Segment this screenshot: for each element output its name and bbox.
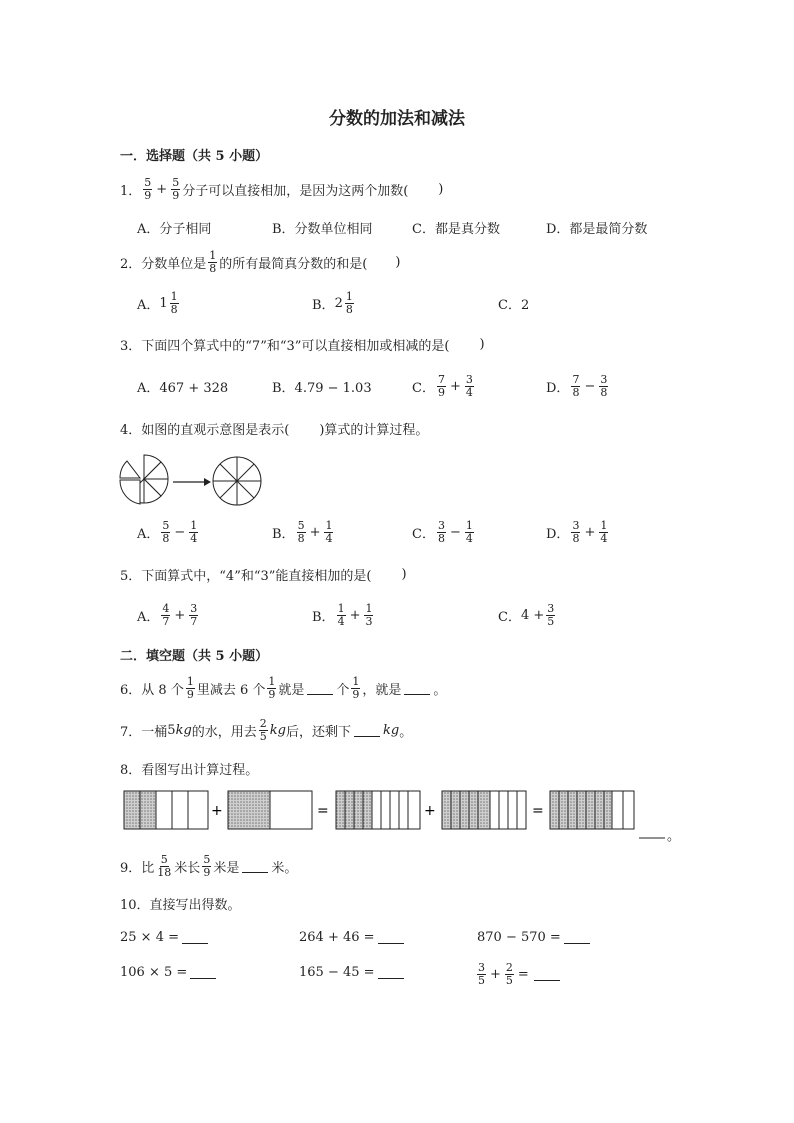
calc-expression: 25 × 4 =	[120, 929, 179, 945]
question-text: 看图写出计算过程。	[141, 762, 259, 778]
whole-number: 2	[334, 295, 343, 311]
calc-expression: 264 + 46 =	[299, 929, 375, 945]
numerator: 5	[297, 518, 305, 532]
paren-close: )	[395, 254, 401, 270]
numerator: 1	[325, 518, 333, 532]
question-text: 。	[433, 682, 447, 698]
q3-option-a[interactable]: A．467 + 328	[137, 380, 229, 396]
q4-option-c[interactable]	[412, 518, 476, 546]
question-5	[120, 560, 407, 588]
fraction	[571, 374, 580, 399]
period: 。	[667, 829, 680, 844]
operator: +	[156, 181, 168, 197]
option-label: A．	[137, 297, 160, 313]
q3-option-b[interactable]: B．4.79 − 1.03	[272, 380, 372, 396]
question-4	[120, 414, 428, 442]
numerator: 2	[259, 716, 267, 730]
fraction	[345, 291, 354, 316]
answer-blank[interactable]	[190, 966, 216, 979]
calc-item	[120, 923, 211, 951]
answer-blank[interactable]	[534, 968, 560, 981]
denominator: 9	[186, 687, 194, 701]
unit: kg	[383, 722, 400, 738]
q5-option-a[interactable]	[137, 601, 200, 629]
q2-option-b[interactable]	[312, 289, 356, 317]
question-8	[120, 754, 258, 782]
denominator: 5	[547, 614, 555, 628]
page-title: 分数的加法和减法	[329, 109, 465, 129]
numerator: 5	[203, 852, 211, 866]
numerator: 1	[365, 601, 373, 615]
q5-option-c[interactable]	[498, 601, 557, 629]
question-text: 分数单位是	[141, 256, 207, 272]
fraction	[202, 854, 211, 879]
denominator: 5	[259, 729, 267, 743]
question-number: 5．	[120, 568, 142, 584]
calc-item	[299, 923, 407, 951]
option-label: B．	[312, 297, 335, 313]
denominator: 4	[465, 531, 473, 545]
numerator: 1	[170, 289, 178, 303]
answer-blank[interactable]	[307, 682, 333, 695]
question-text: )算式的计算过程。	[319, 422, 429, 438]
numerator: 1	[465, 518, 473, 532]
denominator: 4	[337, 614, 345, 628]
question-text: 如图的直观示意图是表示(	[141, 422, 290, 438]
answer-blank[interactable]	[354, 724, 380, 737]
equals-sign: =	[317, 803, 329, 819]
option-label: C．	[412, 380, 435, 396]
fraction	[364, 603, 373, 628]
fraction	[477, 962, 486, 987]
amount: 5	[167, 722, 176, 738]
calc-item	[477, 923, 593, 951]
fraction	[465, 374, 474, 399]
denominator: 8	[162, 531, 170, 545]
question-text: 下面算式中，“4”和“3”能直接相加的是(	[141, 568, 372, 584]
question-number: 10．	[120, 897, 150, 913]
operator: =	[517, 966, 529, 982]
plus-sign: +	[211, 803, 223, 819]
q4-option-d[interactable]	[546, 518, 610, 546]
answer-blank[interactable]	[564, 931, 590, 944]
question-number: 2．	[120, 256, 142, 272]
answer-blank[interactable]	[378, 966, 404, 979]
option-label: B．	[312, 609, 335, 625]
question-text: ，就是	[362, 682, 402, 698]
numerator: 1	[337, 601, 345, 615]
numerator: 3	[547, 601, 555, 615]
numerator: 3	[465, 372, 473, 386]
operator: +	[490, 966, 501, 982]
question-text: 个	[336, 682, 350, 698]
operator: −	[174, 524, 186, 540]
numerator: 1	[190, 518, 198, 532]
q1-option-a[interactable]: A．分子相同	[137, 221, 212, 237]
question-text: 米是	[213, 860, 240, 876]
denominator: 8	[572, 531, 580, 545]
denominator: 4	[465, 385, 473, 399]
numerator: 4	[162, 601, 170, 615]
question-text: 一桶	[141, 724, 168, 740]
denominator: 4	[600, 531, 608, 545]
bar-3	[336, 791, 420, 829]
pie-after	[213, 457, 261, 505]
numerator: 3	[190, 601, 198, 615]
operator: +	[584, 524, 596, 540]
numerator: 1	[268, 674, 276, 688]
question-text: 从 8 个	[141, 682, 184, 698]
numerator: 1	[345, 289, 353, 303]
denominator: 9	[437, 385, 445, 399]
denominator: 9	[352, 687, 360, 701]
operator: −	[449, 524, 461, 540]
q4-option-b[interactable]	[272, 518, 335, 546]
unit: kg	[175, 722, 192, 738]
bar-model-diagram	[120, 786, 680, 846]
fraction	[324, 520, 333, 545]
fraction	[599, 520, 608, 545]
question-2	[120, 248, 400, 276]
q5-option-b[interactable]	[312, 601, 375, 629]
denominator: 8	[437, 531, 445, 545]
fraction	[259, 718, 268, 743]
question-text: 直接写出得数。	[149, 897, 241, 913]
fraction	[208, 250, 217, 275]
numerator: 3	[437, 518, 445, 532]
fraction	[186, 676, 195, 701]
denominator: 5	[505, 973, 513, 987]
fraction	[161, 603, 170, 628]
fraction	[156, 854, 172, 879]
fraction	[599, 374, 608, 399]
option-label: C．	[412, 526, 435, 542]
question-text: 分子可以直接相加，是因为这两个加数(	[182, 183, 409, 199]
q4-option-a[interactable]	[137, 518, 200, 546]
question-7	[120, 716, 412, 744]
paren-close: )	[479, 336, 485, 352]
answer-blank[interactable]	[242, 860, 268, 873]
fraction	[571, 520, 580, 545]
option-label: A．	[137, 526, 160, 542]
fraction	[143, 177, 152, 202]
denominator: 8	[572, 385, 580, 399]
numerator: 2	[505, 960, 513, 974]
denominator: 8	[600, 385, 608, 399]
question-number: 3．	[120, 338, 142, 354]
pie-diagram	[118, 452, 266, 508]
whole-number: 4 +	[520, 607, 545, 623]
option-label: C．	[498, 609, 521, 625]
fraction	[337, 603, 346, 628]
question-number: 1．	[120, 183, 142, 199]
numerator: 1	[352, 674, 360, 688]
calc-item	[475, 960, 563, 988]
numerator: 3	[600, 372, 608, 386]
fraction	[297, 520, 306, 545]
question-number: 8．	[120, 762, 142, 778]
calc-item	[120, 958, 219, 986]
answer-blank[interactable]	[404, 682, 430, 695]
question-text: 米。	[271, 860, 298, 876]
operator: +	[309, 524, 321, 540]
calc-expression: 106 × 5 =	[120, 964, 188, 980]
denominator: 7	[190, 614, 198, 628]
denominator: 4	[190, 531, 198, 545]
q2-option-c[interactable]: C．2	[498, 297, 530, 313]
denominator: 7	[162, 614, 170, 628]
option-label: A．	[137, 609, 160, 625]
bar-2	[228, 791, 312, 829]
bar-4	[442, 791, 526, 829]
calc-item	[299, 958, 407, 986]
q3-option-c[interactable]	[412, 372, 476, 400]
question-text: 。	[399, 724, 413, 740]
fraction	[351, 676, 360, 701]
denominator: 8	[209, 261, 217, 275]
question-6	[120, 674, 446, 702]
fraction	[189, 603, 198, 628]
denominator: 9	[268, 687, 276, 701]
denominator: 3	[365, 614, 373, 628]
fraction	[267, 676, 276, 701]
question-text: 下面四个算式中的“7”和“3”可以直接相加或相减的是(	[141, 338, 450, 354]
question-number: 9．	[120, 860, 142, 876]
denominator: 9	[144, 188, 152, 202]
question-text: 后，还剩下	[286, 724, 352, 740]
numerator: 3	[572, 518, 580, 532]
operator: +	[349, 607, 361, 623]
question-text: 的所有最简真分数的和是(	[219, 256, 368, 272]
fraction	[161, 520, 170, 545]
numerator: 5	[162, 518, 170, 532]
numerator: 1	[600, 518, 608, 532]
arrow-head	[204, 478, 211, 486]
numerator: 7	[437, 372, 445, 386]
numerator: 5	[144, 175, 152, 189]
question-text: 米长	[174, 860, 201, 876]
denominator: 9	[203, 865, 211, 879]
fraction	[171, 177, 180, 202]
section-choice-heading: 一．选择题（共 5 小题）	[120, 149, 269, 164]
question-text: 就是	[278, 682, 305, 698]
fraction	[465, 520, 474, 545]
bar-5	[550, 791, 634, 829]
denominator: 8	[170, 302, 178, 316]
calc-expression: 870 − 570 =	[477, 929, 561, 945]
denominator: 18	[157, 865, 172, 879]
numerator: 1	[186, 674, 194, 688]
option-label: B．	[272, 526, 295, 542]
unit: kg	[269, 722, 286, 738]
fraction	[189, 520, 198, 545]
question-1	[120, 175, 443, 203]
numerator: 1	[209, 248, 217, 262]
paren-close: )	[438, 181, 444, 197]
question-text: 的水，用去	[191, 724, 257, 740]
operator: +	[174, 607, 186, 623]
fraction	[170, 291, 179, 316]
answer-blank[interactable]	[182, 931, 208, 944]
q3-option-d[interactable]	[546, 372, 610, 400]
answer-blank[interactable]	[378, 931, 404, 944]
denominator: 4	[325, 531, 333, 545]
operator: +	[449, 378, 461, 394]
fraction	[546, 603, 555, 628]
question-text: 比	[141, 860, 155, 876]
question-10	[120, 889, 241, 917]
numerator: 5	[160, 852, 168, 866]
fraction	[505, 962, 514, 987]
equals-sign: =	[532, 803, 544, 819]
section-fill-heading: 二．填空题（共 5 小题）	[120, 649, 269, 664]
option-label: D．	[546, 526, 570, 542]
plus-sign: +	[424, 803, 436, 819]
numerator: 3	[478, 960, 485, 974]
operator: −	[584, 378, 596, 394]
fraction	[437, 374, 446, 399]
question-number: 6．	[120, 682, 142, 698]
denominator: 8	[345, 302, 353, 316]
question-number: 4．	[120, 422, 142, 438]
denominator: 8	[297, 531, 305, 545]
whole-number: 1	[159, 295, 168, 311]
question-3	[120, 330, 485, 358]
paren-close: )	[401, 566, 407, 582]
bar-1	[124, 791, 208, 829]
q1-option-d[interactable]: D．都是最简分数	[546, 221, 648, 237]
calc-expression: 165 − 45 =	[299, 964, 375, 980]
question-number: 7．	[120, 724, 142, 740]
numerator: 5	[172, 175, 180, 189]
q2-option-a[interactable]	[137, 289, 181, 317]
question-text: 里减去 6 个	[196, 682, 266, 698]
question-9	[120, 852, 297, 880]
q1-option-b[interactable]: B．分数单位相同	[272, 221, 373, 237]
q1-option-c[interactable]: C．都是真分数	[412, 221, 500, 237]
numerator: 7	[572, 372, 580, 386]
denominator: 5	[478, 973, 485, 987]
fraction	[437, 520, 446, 545]
option-label: D．	[546, 380, 570, 396]
pie-before	[120, 455, 168, 504]
denominator: 9	[172, 188, 180, 202]
